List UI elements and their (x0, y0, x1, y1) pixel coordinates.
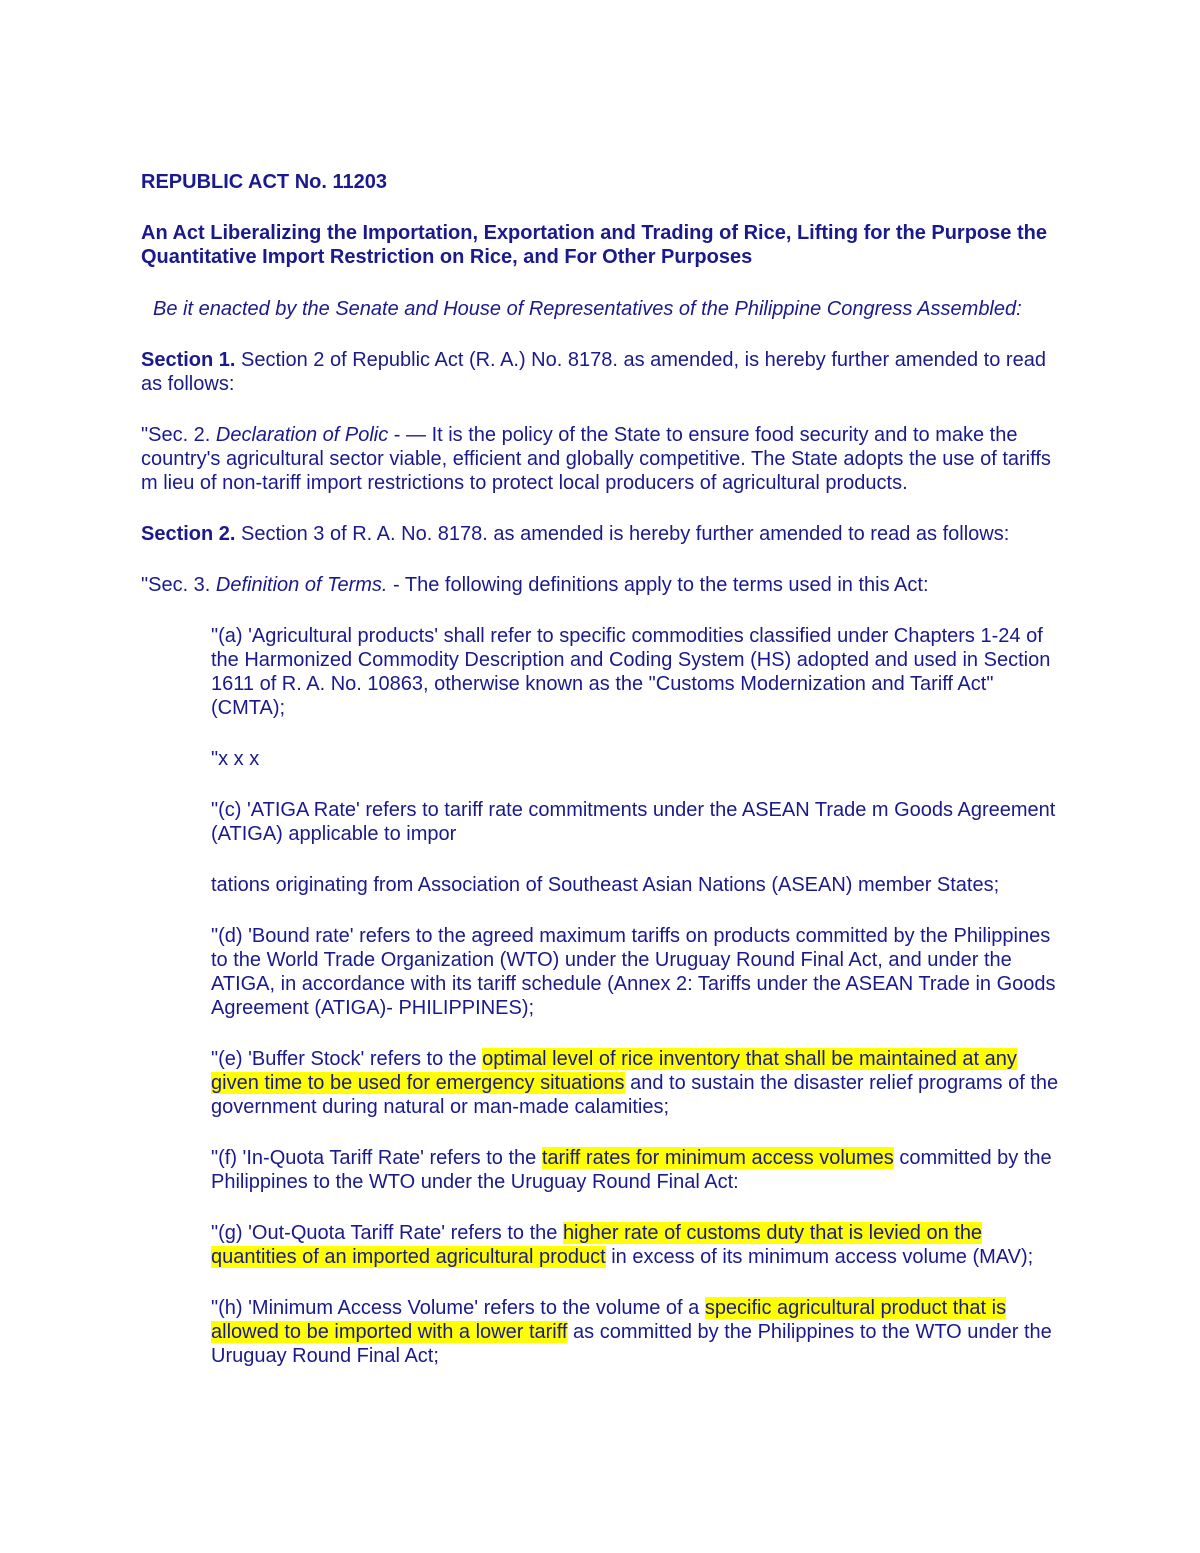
definition-g-after: in excess of its minimum access volume (MAV); (605, 1246, 1034, 1268)
definition-h-highlight: specific agricultural product that is allowed to be imported with a lower tariff (211, 1297, 1007, 1343)
definition-c-part-1: "(c) 'ATIGA Rate' refers to tariff rate commitments under the ASEAN Trade m Goods Agreement (ATIGA) applicable to impor (211, 799, 1056, 845)
definition-h-before: "(h) 'Minimum Access Volume' refers to the volume of a (211, 1297, 705, 1319)
sec-3-heading: Definition of Terms. (215, 574, 388, 596)
section-2-text: Section 3 of R. A. No. 8178. as amended is hereby further amended to read as follows: (235, 523, 1010, 545)
definition-d: "(d) 'Bound rate' refers to the agreed maximum tariffs on products committed by the Philippines to the World Trade Organization (WTO) under the Uruguay Round Final Act, and under the ATIGA, in accordance with its tariff schedule (Annex 2: Tariffs under the ASEAN Trade in Goods Agreement (ATIGA)- PHILIPPINES); (211, 925, 1056, 1019)
section-1-text: Section 2 of Republic Act (R. A.) No. 8178. as amended, is hereby further amended to read as follows: (141, 349, 1046, 395)
sec-3-quote (141, 573, 1061, 597)
definition-g (211, 1221, 1061, 1269)
definition-f-before: "(f) 'In-Quota Tariff Rate' refers to the (211, 1147, 542, 1169)
definition-a: "(a) 'Agricultural products' shall refer to specific commodities classified under Chapters 1-24 of the Harmonized Commodity Description and Coding System (HS) adopted and used in Section 1611 of R. A. No. 10863, otherwise known as the "Customs Modernization and Tariff Act" (CMTA); (211, 625, 1051, 719)
act-title: An Act Liberalizing the Importation, Exportation and Trading of Rice, Lifting for the Purpose the Quantitative Import Restriction on Rice, and For Other Purposes (141, 222, 1047, 268)
sec-2-quote (141, 423, 1061, 495)
definition-g-before: "(g) 'Out-Quota Tariff Rate' refers to the (211, 1222, 563, 1244)
section-1-heading: Section 1. (141, 349, 236, 371)
sec-3-lead: "Sec. 3. (141, 574, 216, 596)
sec-3-text: - The following definitions apply to the terms used in this Act: (387, 574, 929, 596)
definition-e-after: and to sustain the disaster relief programs of the government during natural or man-made calamities; (211, 1072, 1059, 1118)
document-body (141, 170, 1061, 1368)
definition-e (211, 1047, 1061, 1119)
enacting-clause: Be it enacted by the Senate and House of Representatives of the Philippine Congress Assembled: (153, 298, 1022, 320)
definition-f (211, 1146, 1061, 1194)
section-1 (141, 348, 1061, 396)
definition-g-highlight: higher rate of customs duty that is levied on the quantities of an imported agricultural product (211, 1222, 983, 1268)
sec-2-text: - — It is the policy of the State to ensure food security and to make the country's agricultural sector viable, efficient and globally competitive. The State adopts the use of tariffs m lieu of non-tariff import restrictions to protect local producers of agricultural products. (141, 424, 1051, 494)
act-number: REPUBLIC ACT No. 11203 (141, 171, 387, 193)
definition-f-highlight: tariff rates for minimum access volumes (541, 1147, 894, 1169)
definition-h (211, 1296, 1061, 1368)
sec-2-heading: Declaration of Polic (215, 424, 389, 446)
section-2-heading: Section 2. (141, 523, 236, 545)
section-2 (141, 522, 1061, 546)
sec-2-lead: "Sec. 2. (141, 424, 216, 446)
definition-h-after: as committed by the Philippines to the WTO under the Uruguay Round Final Act; (211, 1321, 1052, 1367)
definition-f-after: committed by the Philippines to the WTO under the Uruguay Round Final Act: (211, 1147, 1052, 1193)
definition-c-part-2: tations originating from Association of Southeast Asian Nations (ASEAN) member States; (211, 874, 1000, 896)
definition-e-highlight: optimal level of rice inventory that shall be maintained at any given time to be used for emergency situations (211, 1048, 1017, 1094)
definition-e-before: "(e) 'Buffer Stock' refers to the (211, 1048, 483, 1070)
definition-omission: "x x x (211, 748, 260, 770)
